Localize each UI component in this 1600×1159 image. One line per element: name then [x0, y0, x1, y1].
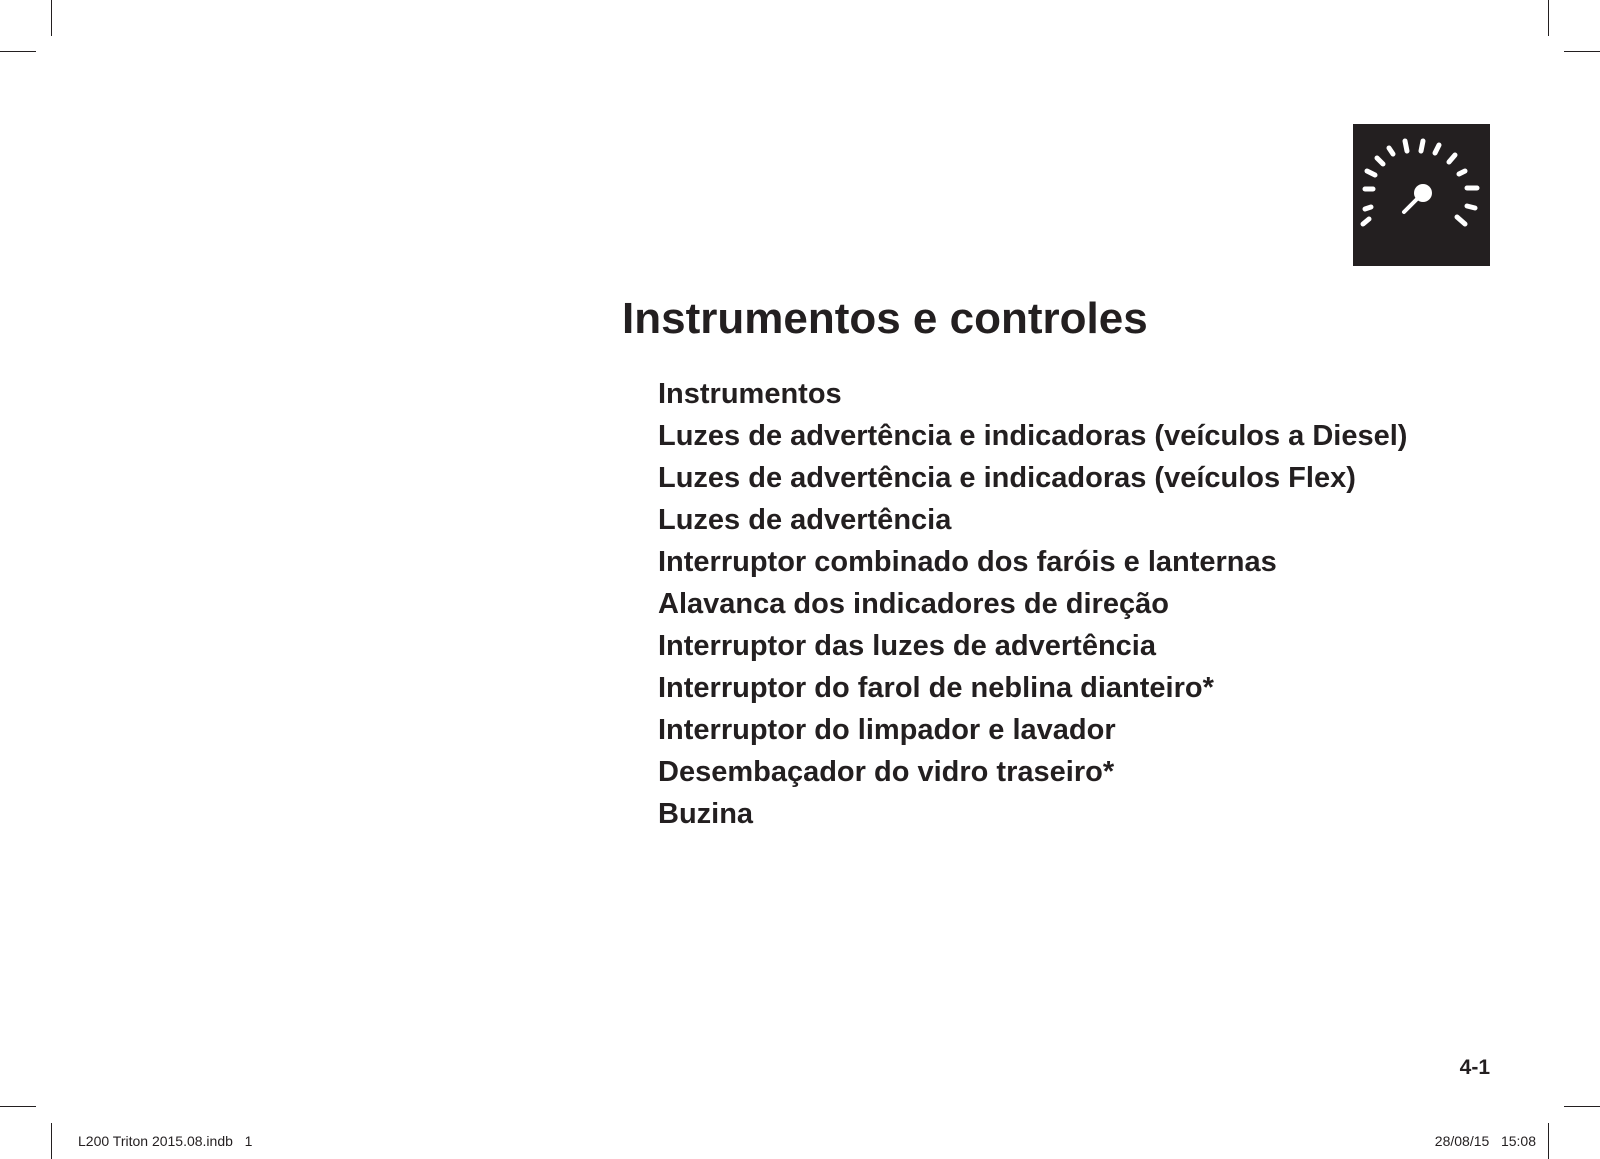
- table-of-contents: [658, 373, 1407, 835]
- crop-mark-bottom-left-horizontal: [0, 1106, 36, 1107]
- crop-mark-top-right-vertical: [1548, 0, 1549, 36]
- toc-item-buzina[interactable]: Buzina: [658, 798, 754, 830]
- toc-item-luzes-flex[interactable]: Luzes de advertência e indicadoras (veículos Flex): [658, 462, 1356, 494]
- page-number: 4-1: [1459, 1056, 1490, 1079]
- crop-mark-top-left-horizontal: [0, 51, 36, 52]
- toc-item-interruptor-farois[interactable]: Interruptor combinado dos faróis e lanternas: [658, 546, 1277, 578]
- toc-item-luzes-advertencia[interactable]: Luzes de advertência: [658, 504, 952, 536]
- speedometer-icon: [1353, 124, 1490, 266]
- toc-item-desembacador[interactable]: Desembaçador do vidro traseiro*: [658, 756, 1115, 788]
- crop-mark-top-right-horizontal: [1564, 51, 1600, 52]
- toc-item-alavanca-direcao[interactable]: Alavanca dos indicadores de direção: [658, 588, 1169, 620]
- toc-item-instrumentos[interactable]: Instrumentos: [658, 378, 842, 410]
- crop-mark-top-left-vertical: [51, 0, 52, 36]
- toc-item-farol-neblina[interactable]: Interruptor do farol de neblina dianteiro*: [658, 672, 1214, 704]
- slug-date-time: 28/08/15 15:08: [1434, 1133, 1536, 1149]
- toc-item-limpador-lavador[interactable]: Interruptor do limpador e lavador: [658, 714, 1116, 746]
- crop-mark-bottom-left-vertical: [51, 1123, 52, 1159]
- toc-item-interruptor-luzes-advertencia[interactable]: Interruptor das luzes de advertência: [658, 630, 1156, 662]
- toc-item-luzes-diesel[interactable]: Luzes de advertência e indicadoras (veículos a Diesel): [658, 420, 1408, 452]
- crop-mark-bottom-right-vertical: [1548, 1123, 1549, 1159]
- crop-mark-bottom-right-horizontal: [1564, 1106, 1600, 1107]
- page-title: Instrumentos e controles: [622, 294, 1148, 343]
- slug-file-name: L200 Triton 2015.08.indb 1: [78, 1133, 253, 1149]
